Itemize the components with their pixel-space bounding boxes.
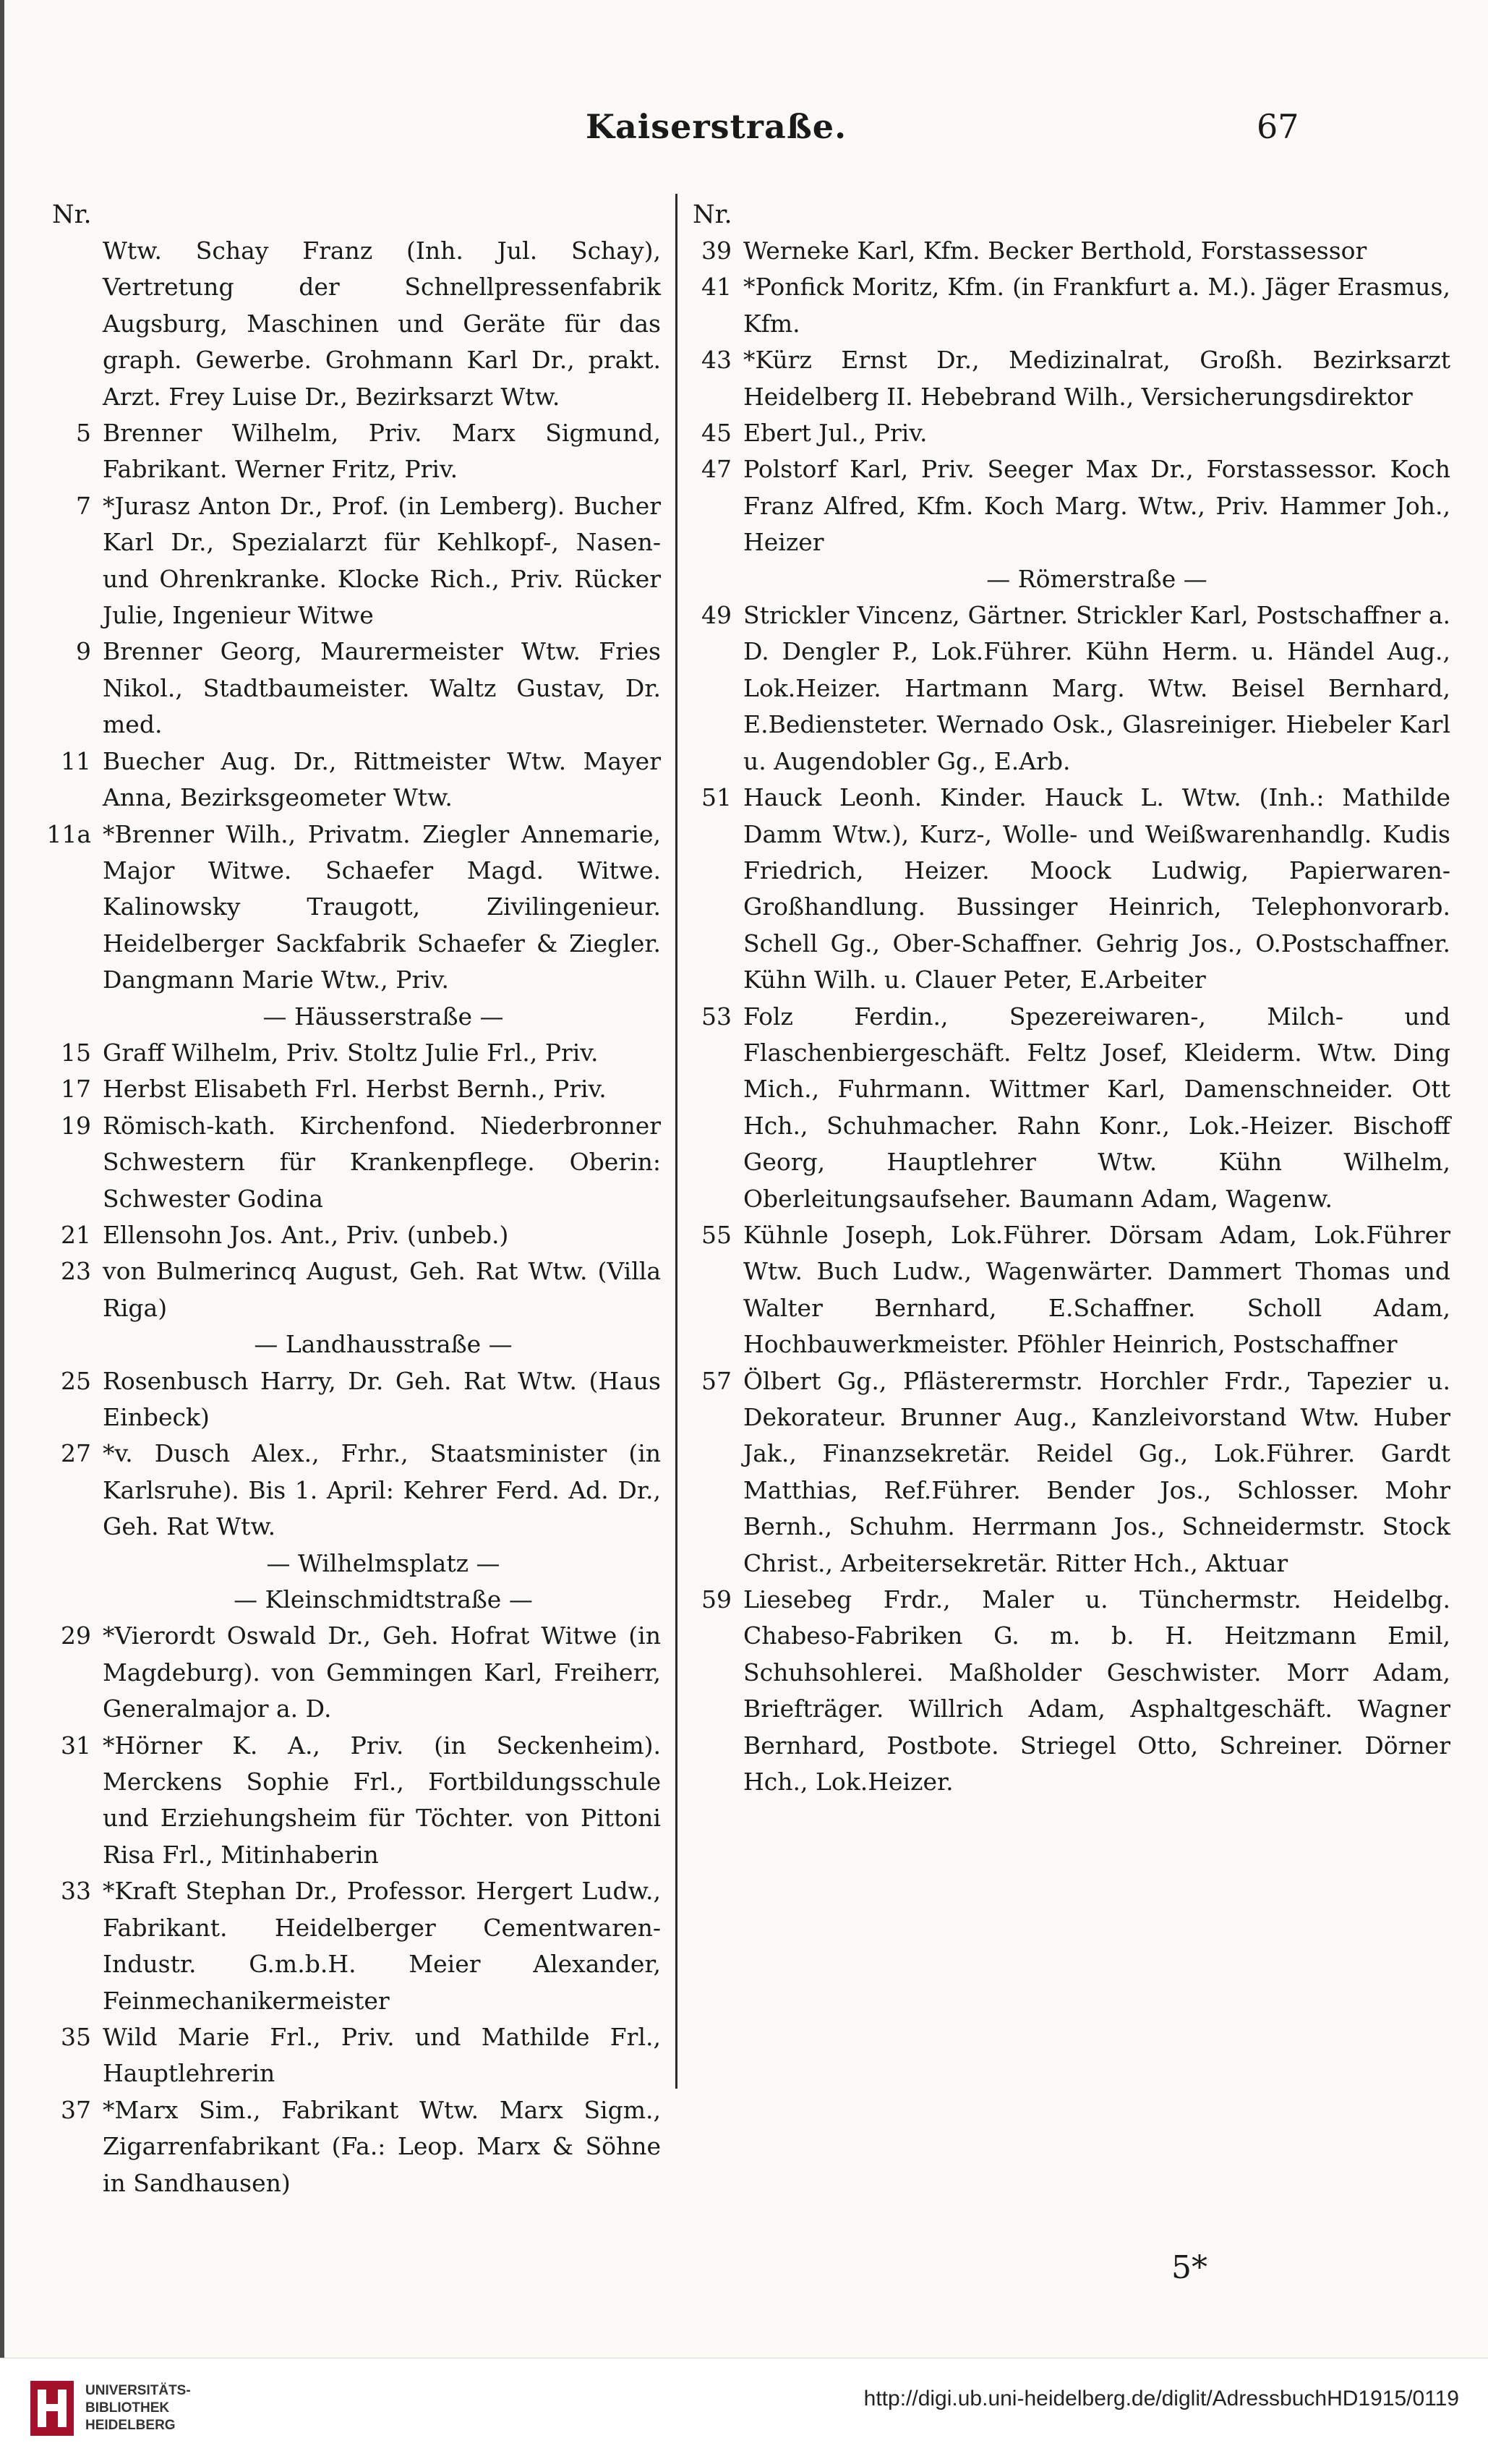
- library-line: BIBLIOTHEK: [85, 2400, 170, 2416]
- house-entry: [43, 488, 664, 634]
- street-section-heading: — Römerstraße —: [986, 564, 1207, 593]
- resident-list: Wild Marie Frl., Priv. und Mathilde Frl., Hauptlehrerin: [103, 2022, 661, 2088]
- resident-list: *Brenner Wilh., Privatm. Ziegler Annemarie, Major Witwe. Schaefer Magd. Witwe. Kalinowsky Traugott, Zivilingenieur. Heidelberger Sackfabrik Schaefer & Ziegler. Dangmann Marie Wtw., Priv.: [103, 819, 661, 994]
- resident-list: Graff Wilhelm, Priv. Stoltz Julie Frl., Priv.: [103, 1038, 599, 1067]
- house-entry: [43, 233, 664, 415]
- resident-list: *Kraft Stephan Dr., Professor. Hergert Ludw., Fabrikant. Heidelberger Cementwaren-Industr. G.m.b.H. Meier Alexander, Feinmechanikermeister: [103, 1877, 661, 2015]
- house-entry: [43, 1436, 664, 1545]
- house-number: 39: [701, 236, 732, 265]
- resident-list: Rosenbusch Harry, Dr. Geh. Rat Wtw. (Haus Einbeck): [103, 1366, 661, 1431]
- house-number: 11a: [46, 819, 91, 848]
- house-number: 11: [61, 746, 91, 775]
- house-entry: [684, 597, 1450, 780]
- resident-list: Römisch-kath. Kirchenfond. Niederbronner Schwestern für Krankenpflege. Oberin: Schwester Godina: [103, 1111, 661, 1213]
- resident-list: Brenner Georg, Maurermeister Wtw. Fries Nikol., Stadtbaumeister. Waltz Gustav, Dr. med.: [103, 637, 661, 739]
- house-entry: [43, 1363, 664, 1436]
- house-entry: [43, 817, 664, 999]
- right-column: [684, 197, 1450, 1800]
- house-entry: [43, 1253, 664, 1326]
- resident-list: *Ponfick Moritz, Kfm. (in Frankfurt a. M.). Jäger Erasmus, Kfm.: [743, 273, 1450, 338]
- resident-list: Buecher Aug. Dr., Rittmeister Wtw. Mayer Anna, Bezirksgeometer Wtw.: [103, 746, 661, 812]
- house-entry: [684, 1217, 1450, 1363]
- house-entry: [43, 634, 664, 743]
- street-section-heading: — Wilhelmsplatz —: [266, 1548, 500, 1577]
- resident-list: von Bulmerincq August, Geh. Rat Wtw. (Villa Riga): [103, 1257, 661, 1322]
- university-library-logo-icon: [29, 2379, 75, 2437]
- house-entry: [684, 999, 1450, 1217]
- house-number: 9: [76, 637, 91, 666]
- resident-list: *Hörner K. A., Priv. (in Seckenheim). Merckens Sophie Frl., Fortbildungsschule und Erziehungsheim für Töchter. von Pittoni Risa Frl., Mitinhaberin: [103, 1731, 661, 1869]
- street-section-heading: — Kleinschmidtstraße —: [234, 1585, 533, 1614]
- house-number: 27: [61, 1439, 91, 1468]
- house-number: 43: [701, 346, 732, 375]
- house-number: 55: [701, 1220, 732, 1249]
- left-column: [43, 197, 664, 2201]
- house-entry: [684, 1363, 1450, 1582]
- resident-list: *Vierordt Oswald Dr., Geh. Hofrat Witwe (in Magdeburg). von Gemmingen Karl, Freiherr, Generalmajor a. D.: [103, 1621, 661, 1723]
- resident-list: Hauck Leonh. Kinder. Hauck L. Wtw. (Inh.: Mathilde Damm Wtw.), Kurz-, Wolle- und Weißwarenhandlg. Kudis Friedrich, Heizer. Moock Ludwig, Papierwaren-Großhandlung. Bussinger Heinrich, Telephonvorarb. Schell Gg., Ober-Schaffner. Gehrig Jos., O.Postschaffner. Kühn Wilh. u. Clauer Peter, E.Arbeiter: [743, 783, 1450, 994]
- resident-list: Strickler Vincenz, Gärtner. Strickler Karl, Postschaffner a. D. Dengler P., Lok.Führer. Kühn Herm. u. Händel Aug., Lok.Heizer. Hartmann Marg. Wtw. Beisel Bernhard, E.Bediensteter. Wernado Osk., Glasreiniger. Hiebeler Karl u. Augendobler Gg., E.Arb.: [743, 601, 1450, 775]
- library-name: [85, 2382, 191, 2434]
- house-number: 25: [61, 1366, 91, 1395]
- house-number: 51: [701, 783, 732, 812]
- house-number: 59: [701, 1585, 732, 1614]
- house-number: 35: [61, 2022, 91, 2051]
- house-number: 17: [61, 1075, 91, 1104]
- house-entry: [43, 1108, 664, 1217]
- house-number: 15: [61, 1038, 91, 1067]
- house-number: 53: [701, 1002, 732, 1031]
- scan-edge: [0, 0, 4, 2358]
- house-number: 23: [61, 1257, 91, 1286]
- resident-list: Wtw. Schay Franz (Inh. Jul. Schay), Vertretung der Schnellpressenfabrik Augsburg, Maschinen und Geräte für das graph. Gewerbe. Grohmann Karl Dr., prakt. Arzt. Frey Luise Dr., Bezirksarzt Wtw.: [103, 236, 661, 411]
- running-head: [0, 107, 1488, 158]
- resident-list: Herbst Elisabeth Frl. Herbst Bernh., Priv.: [103, 1075, 607, 1104]
- house-number: 37: [61, 2095, 91, 2124]
- house-entry: [684, 269, 1450, 342]
- resident-list: Polstorf Karl, Priv. Seeger Max Dr., Forstassessor. Koch Franz Alfred, Kfm. Koch Marg. Wtw., Priv. Hammer Joh., Heizer: [743, 455, 1450, 557]
- house-entry: [684, 1582, 1450, 1800]
- resident-list: Ellensohn Jos. Ant., Priv. (unbeb.): [103, 1220, 509, 1249]
- house-number: 47: [701, 455, 732, 484]
- house-number: 21: [61, 1220, 91, 1249]
- house-number: 7: [76, 491, 91, 520]
- page-title: Kaiserstraße.: [586, 107, 847, 146]
- resident-list: Folz Ferdin., Spezereiwaren-, Milch- und Flaschenbiergeschäft. Feltz Josef, Kleiderm. Wtw. Ding Mich., Fuhrmann. Wittmer Karl, Damenschneider. Ott Hch., Schuhmacher. Rahn Konr., Lok.-Heizer. Bischoff Georg, Hauptlehrer Wtw. Kühn Wilhelm, Oberleitungsaufseher. Baumann Adam, Wagenw.: [743, 1002, 1450, 1213]
- column-divider: [675, 194, 677, 2089]
- resident-list: *Jurasz Anton Dr., Prof. (in Lemberg). Bucher Karl Dr., Spezialarzt für Kehlkopf-, Nasen- und Ohrenkranke. Klocke Rich., Priv. Rücker Julie, Ingenieur Witwe: [103, 491, 661, 630]
- resident-list: Liesebeg Frdr., Maler u. Tünchermstr. Heidelbg. Chabeso-Fabriken G. m. b. H. Heitzmann Emil, Schuhsohlerei. Maßholder Geschwister. Morr Adam, Briefträger. Willrich Adam, Asphaltgeschäft. Wagner Bernhard, Postbote. Striegel Otto, Schreiner. Dörner Hch., Lok.Heizer.: [743, 1585, 1450, 1796]
- house-number: 57: [701, 1366, 732, 1395]
- house-entry: [43, 2019, 664, 2092]
- nr-label: Nr.: [52, 200, 92, 229]
- house-entry: [43, 1035, 664, 1071]
- resident-list: *Kürz Ernst Dr., Medizinalrat, Großh. Bezirksarzt Heidelberg II. Hebebrand Wilh., Versicherungsdirektor: [743, 346, 1450, 411]
- house-number: 33: [61, 1877, 91, 1906]
- library-line: UNIVERSITÄTS-: [85, 2383, 191, 2398]
- resident-list: Brenner Wilhelm, Priv. Marx Sigmund, Fabrikant. Werner Fritz, Priv.: [103, 419, 661, 484]
- street-section-heading: — Häusserstraße —: [262, 1002, 504, 1031]
- signature-mark: 5*: [1171, 2249, 1207, 2286]
- library-line: HEIDELBERG: [85, 2418, 176, 2433]
- house-number: 31: [61, 1731, 91, 1760]
- resident-list: Kühnle Joseph, Lok.Führer. Dörsam Adam, Lok.Führer Wtw. Buch Ludw., Wagenwärter. Dammert Thomas und Walter Bernhard, E.Schaffner. Scholl Adam, Hochbauwerkmeister. Pföhler Heinrich, Postschaffner: [743, 1220, 1450, 1359]
- resident-list: *v. Dusch Alex., Frhr., Staatsminister (in Karlsruhe). Bis 1. April: Kehrer Ferd. Ad. Dr., Geh. Rat Wtw.: [103, 1439, 661, 1541]
- house-entry: [43, 743, 664, 817]
- house-number: 49: [701, 601, 732, 630]
- house-entry: [43, 1873, 664, 2019]
- nr-label: Nr.: [693, 200, 732, 229]
- house-entry: [43, 415, 664, 488]
- resident-list: Ölbert Gg., Pflästerermstr. Horchler Frdr., Tapezier u. Dekorateur. Brunner Aug., Kanzleivorstand Wtw. Huber Jak., Finanzsekretär. Reidel Gg., Lok.Führer. Gardt Matthias, Ref.Führer. Bender Jos., Schlosser. Mohr Bernh., Schuhm. Herrmann Jos., Schneidermstr. Stock Christ., Arbeitersekretär. Ritter Hch., Aktuar: [743, 1366, 1450, 1577]
- street-section-heading: — Landhausstraße —: [254, 1330, 513, 1359]
- house-entry: [684, 415, 1450, 451]
- house-number: 41: [701, 273, 732, 302]
- house-number: 29: [61, 1621, 91, 1650]
- house-entry: [684, 451, 1450, 560]
- house-entry: [684, 342, 1450, 415]
- house-number: 19: [61, 1111, 91, 1140]
- house-entry: [684, 780, 1450, 998]
- house-entry: [684, 233, 1450, 269]
- house-number: 5: [76, 419, 91, 448]
- house-number: 45: [701, 419, 732, 448]
- house-entry: [43, 1618, 664, 1727]
- house-entry: [43, 2092, 664, 2201]
- house-entry: [43, 1071, 664, 1107]
- resident-list: Werneke Karl, Kfm. Becker Berthold, Forstassessor: [743, 236, 1367, 265]
- source-url-link[interactable]: http://digi.ub.uni-heidelberg.de/diglit/AdressbuchHD1915/0119: [863, 2387, 1459, 2410]
- resident-list: *Marx Sim., Fabrikant Wtw. Marx Sigm., Zigarrenfabrikant (Fa.: Leop. Marx & Söhne in Sandhausen): [103, 2095, 661, 2197]
- resident-list: Ebert Jul., Priv.: [743, 419, 928, 448]
- house-entry: [43, 1728, 664, 1874]
- page-number: 67: [1257, 107, 1299, 146]
- house-entry: [43, 1217, 664, 1253]
